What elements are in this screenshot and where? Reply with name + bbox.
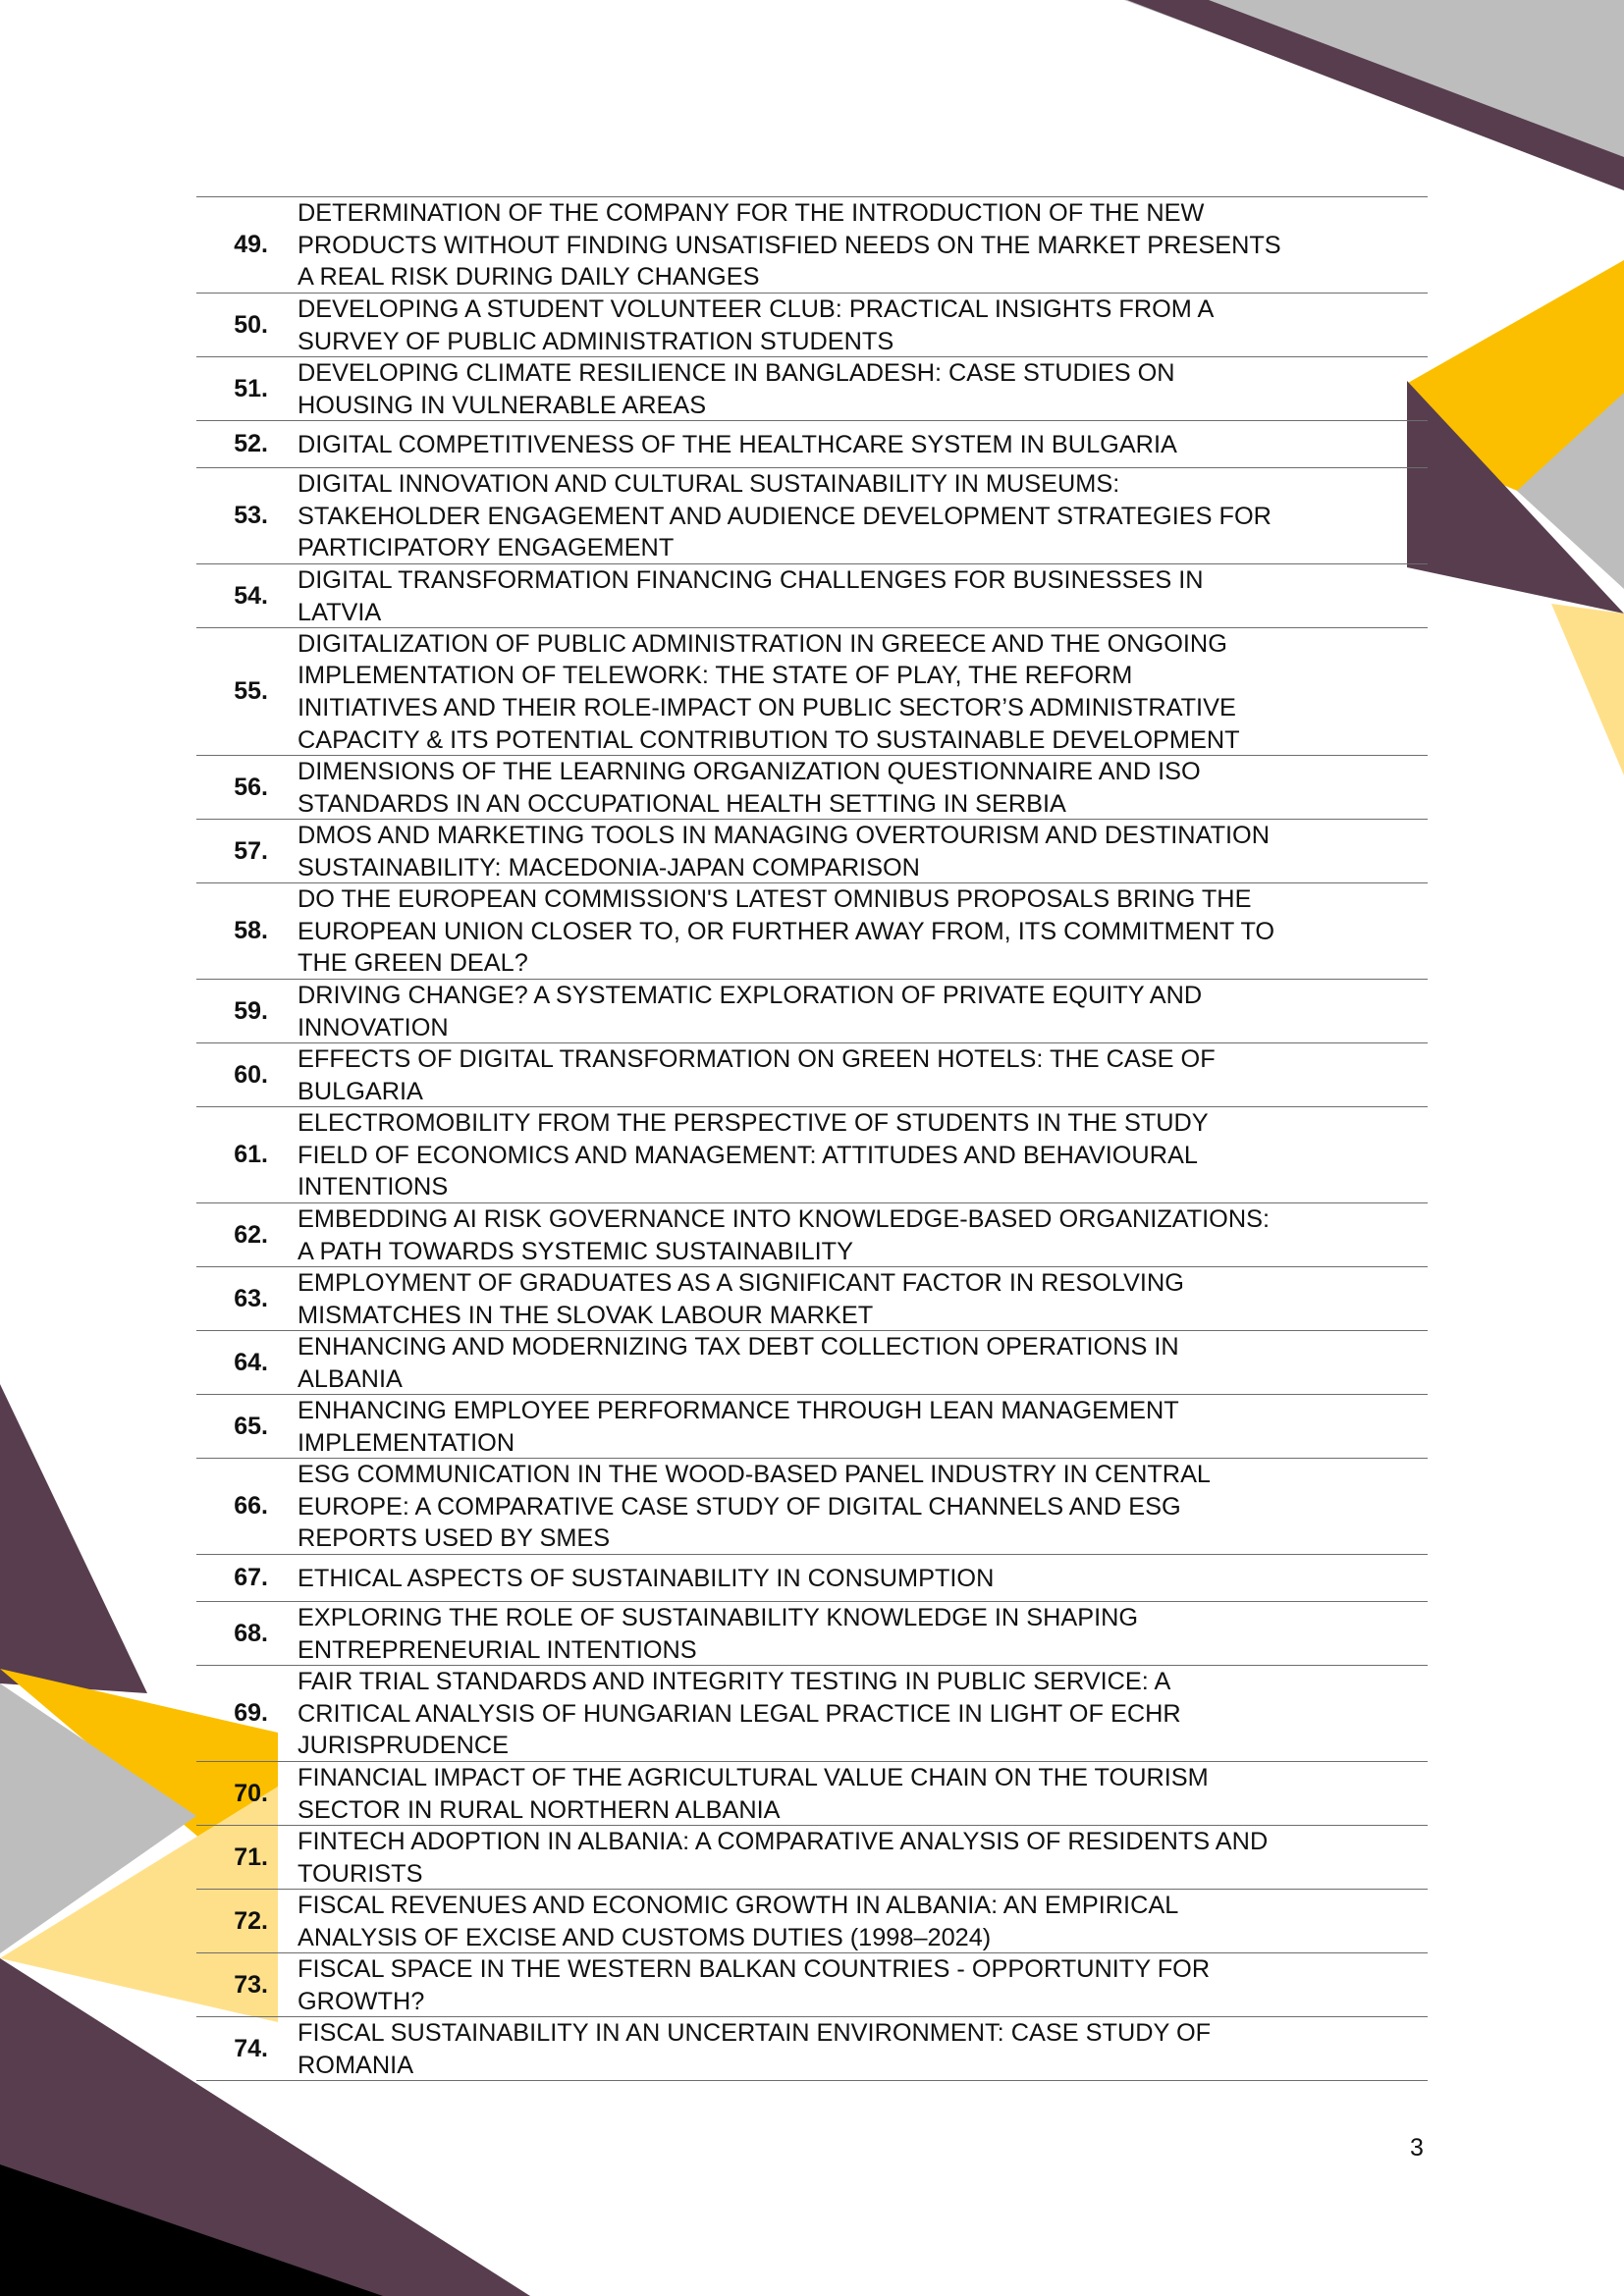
toc-entry-title: FINTECH ADOPTION IN ALBANIA: A COMPARATIVE ANALYSIS OF RESIDENTS AND TOURISTS [298,1827,1269,1888]
toc-entry-number: 73. [234,1970,268,1999]
toc-entry [196,820,1428,883]
toc-entry-title: EFFECTS OF DIGITAL TRANSFORMATION ON GREEN HOTELS: THE CASE OF BULGARIA [298,1044,1216,1105]
page-number: 3 [1410,2134,1424,2162]
toc-entry-title: DO THE EUROPEAN COMMISSION'S LATEST OMNIBUS PROPOSALS BRING THE EUROPEAN UNION CLOSER TO, OR FURTHER AWAY FROM, ITS COMMITMENT TO THE GREEN DEAL? [298,885,1275,978]
toc-entry-title: FISCAL REVENUES AND ECONOMIC GROWTH IN ALBANIA: AN EMPIRICAL ANALYSIS OF EXCISE AND CUSTOMS DUTIES (1998–2024) [298,1891,1179,1951]
toc-entry-number: 62. [234,1220,268,1249]
toc-entry [196,1203,1428,1267]
toc-entry [196,421,1428,468]
toc-entry-number: 58. [234,917,268,944]
toc-entry [196,1890,1428,1953]
toc-entry-title: EXPLORING THE ROLE OF SUSTAINABILITY KNOWLEDGE IN SHAPING ENTREPRENEURIAL INTENTIONS [298,1603,1139,1664]
toc-entry-number: 51. [234,374,268,402]
toc-entry-number: 52. [234,430,268,457]
toc-entry [196,1395,1428,1459]
toc-entry-number: 71. [234,1842,268,1871]
toc-entry-title: ENHANCING AND MODERNIZING TAX DEBT COLLECTION OPERATIONS IN ALBANIA [298,1332,1179,1393]
toc-entry-title: DIGITALIZATION OF PUBLIC ADMINISTRATION IN GREECE AND THE ONGOING IMPLEMENTATION OF TELEWORK: THE STATE OF PLAY, THE REFORM INITIATIVES AND THEIR ROLE-IMPACT ON PUBLIC SECTOR’S ADMINISTRATIVE CAPACITY & ITS POTENTIAL CONTRIBUTION TO SUSTAINABLE DEVELOPMENT [298,629,1240,754]
toc-entry [196,1762,1428,1826]
toc-entry [196,1107,1428,1203]
toc-entry-number: 60. [234,1060,268,1089]
toc-entry [196,294,1428,357]
toc-entry [196,357,1428,421]
toc-entry [196,1602,1428,1666]
toc-entry-number: 49. [234,231,268,258]
toc-entry-number: 64. [234,1348,268,1376]
table-of-contents [196,196,1428,2081]
toc-entry-title: DETERMINATION OF THE COMPANY FOR THE INTRODUCTION OF THE NEW PRODUCTS WITHOUT FINDING UNSATISFIED NEEDS ON THE MARKET PRESENTS A REAL RISK DURING DAILY CHANGES [298,199,1281,292]
light-yellow-shape-right [1551,604,1624,775]
toc-entry [196,1267,1428,1331]
toc-entry [196,1826,1428,1890]
toc-entry [196,1331,1428,1395]
toc-entry [196,1555,1428,1602]
toc-entry [196,1459,1428,1555]
toc-entry-number: 70. [234,1779,268,1807]
toc-entry-title: DEVELOPING CLIMATE RESILIENCE IN BANGLADESH: CASE STUDIES ON HOUSING IN VULNERABLE AREAS [298,358,1175,419]
toc-entry [196,1666,1428,1762]
toc-entry-number: 50. [234,310,268,339]
toc-entry-title: DEVELOPING A STUDENT VOLUNTEER CLUB: PRACTICAL INSIGHTS FROM A SURVEY OF PUBLIC ADMINISTRATION STUDENTS [298,294,1215,355]
toc-entry-number: 72. [234,1906,268,1935]
toc-entry-number: 56. [234,773,268,801]
toc-entry-title: DIGITAL TRANSFORMATION FINANCING CHALLENGES FOR BUSINESSES IN LATVIA [298,565,1204,626]
toc-entry-title: ESG COMMUNICATION IN THE WOOD-BASED PANEL INDUSTRY IN CENTRAL EUROPE: A COMPARATIVE CASE STUDY OF DIGITAL CHANNELS AND ESG REPORTS USED BY SMES [298,1461,1212,1553]
toc-entry [196,564,1428,628]
toc-entry-number: 61. [234,1141,268,1168]
toc-entry-title: FISCAL SPACE IN THE WESTERN BALKAN COUNTRIES - OPPORTUNITY FOR GROWTH? [298,1954,1211,2015]
toc-entry-title: FINANCIAL IMPACT OF THE AGRICULTURAL VALUE CHAIN ON THE TOURISM SECTOR IN RURAL NORTHERN ALBANIA [298,1763,1209,1824]
toc-entry-number: 59. [234,996,268,1025]
toc-entry [196,1953,1428,2017]
toc-entry-title: ENHANCING EMPLOYEE PERFORMANCE THROUGH LEAN MANAGEMENT IMPLEMENTATION [298,1396,1179,1457]
toc-entry [196,756,1428,820]
toc-entry-title: ETHICAL ASPECTS OF SUSTAINABILITY IN CONSUMPTION [298,1564,995,1592]
toc-entry-title: DRIVING CHANGE? A SYSTEMATIC EXPLORATION OF PRIVATE EQUITY AND INNOVATION [298,981,1203,1041]
toc-entry-number: 69. [234,1699,268,1727]
toc-entry-title: DIGITAL INNOVATION AND CULTURAL SUSTAINABILITY IN MUSEUMS: STAKEHOLDER ENGAGEMENT AND AUDIENCE DEVELOPMENT STRATEGIES FOR PARTICIPATORY ENGAGEMENT [298,470,1272,562]
toc-entry-number: 67. [234,1564,268,1591]
toc-entry-number: 54. [234,581,268,610]
toc-entry-title: EMPLOYMENT OF GRADUATES AS A SIGNIFICANT FACTOR IN RESOLVING MISMATCHES IN THE SLOVAK LABOUR MARKET [298,1268,1184,1329]
toc-entry-title: DMOS AND MARKETING TOOLS IN MANAGING OVERTOURISM AND DESTINATION SUSTAINABILITY: MACEDONIA-JAPAN COMPARISON [298,821,1270,881]
toc-entry-number: 68. [234,1619,268,1647]
toc-entry-number: 63. [234,1284,268,1312]
toc-entry-title: DIGITAL COMPETITIVENESS OF THE HEALTHCARE SYSTEM IN BULGARIA [298,430,1177,458]
toc-entry-number: 74. [234,2034,268,2062]
toc-entry-number: 65. [234,1412,268,1440]
toc-entry [196,1043,1428,1107]
toc-entry-title: FAIR TRIAL STANDARDS AND INTEGRITY TESTING IN PUBLIC SERVICE: A CRITICAL ANALYSIS OF HUNGARIAN LEGAL PRACTICE IN LIGHT OF ECHR JURISPRUDENCE [298,1668,1181,1760]
toc-entry [196,883,1428,980]
toc-entry [196,628,1428,756]
toc-entry-title: ELECTROMOBILITY FROM THE PERSPECTIVE OF STUDENTS IN THE STUDY FIELD OF ECONOMICS AND MANAGEMENT: ATTITUDES AND BEHAVIOURAL INTENTIONS [298,1109,1209,1201]
toc-entry [196,980,1428,1043]
toc-entry-number: 55. [234,677,268,705]
toc-entry-number: 66. [234,1492,268,1520]
toc-entry-title: EMBEDDING AI RISK GOVERNANCE INTO KNOWLEDGE-BASED ORGANIZATIONS: A PATH TOWARDS SYSTEMIC SUSTAINABILITY [298,1204,1271,1265]
purple-shape-left [0,1384,147,1693]
toc-entry-number: 57. [234,836,268,865]
toc-entry-title: DIMENSIONS OF THE LEARNING ORGANIZATION QUESTIONNAIRE AND ISO STANDARDS IN AN OCCUPATIONAL HEALTH SETTING IN SERBIA [298,757,1201,818]
toc-entry [196,468,1428,564]
toc-entry-number: 53. [234,502,268,529]
toc-entry [196,2017,1428,2081]
toc-entry [196,197,1428,294]
toc-entry-title: FISCAL SUSTAINABILITY IN AN UNCERTAIN ENVIRONMENT: CASE STUDY OF ROMANIA [298,2018,1212,2079]
